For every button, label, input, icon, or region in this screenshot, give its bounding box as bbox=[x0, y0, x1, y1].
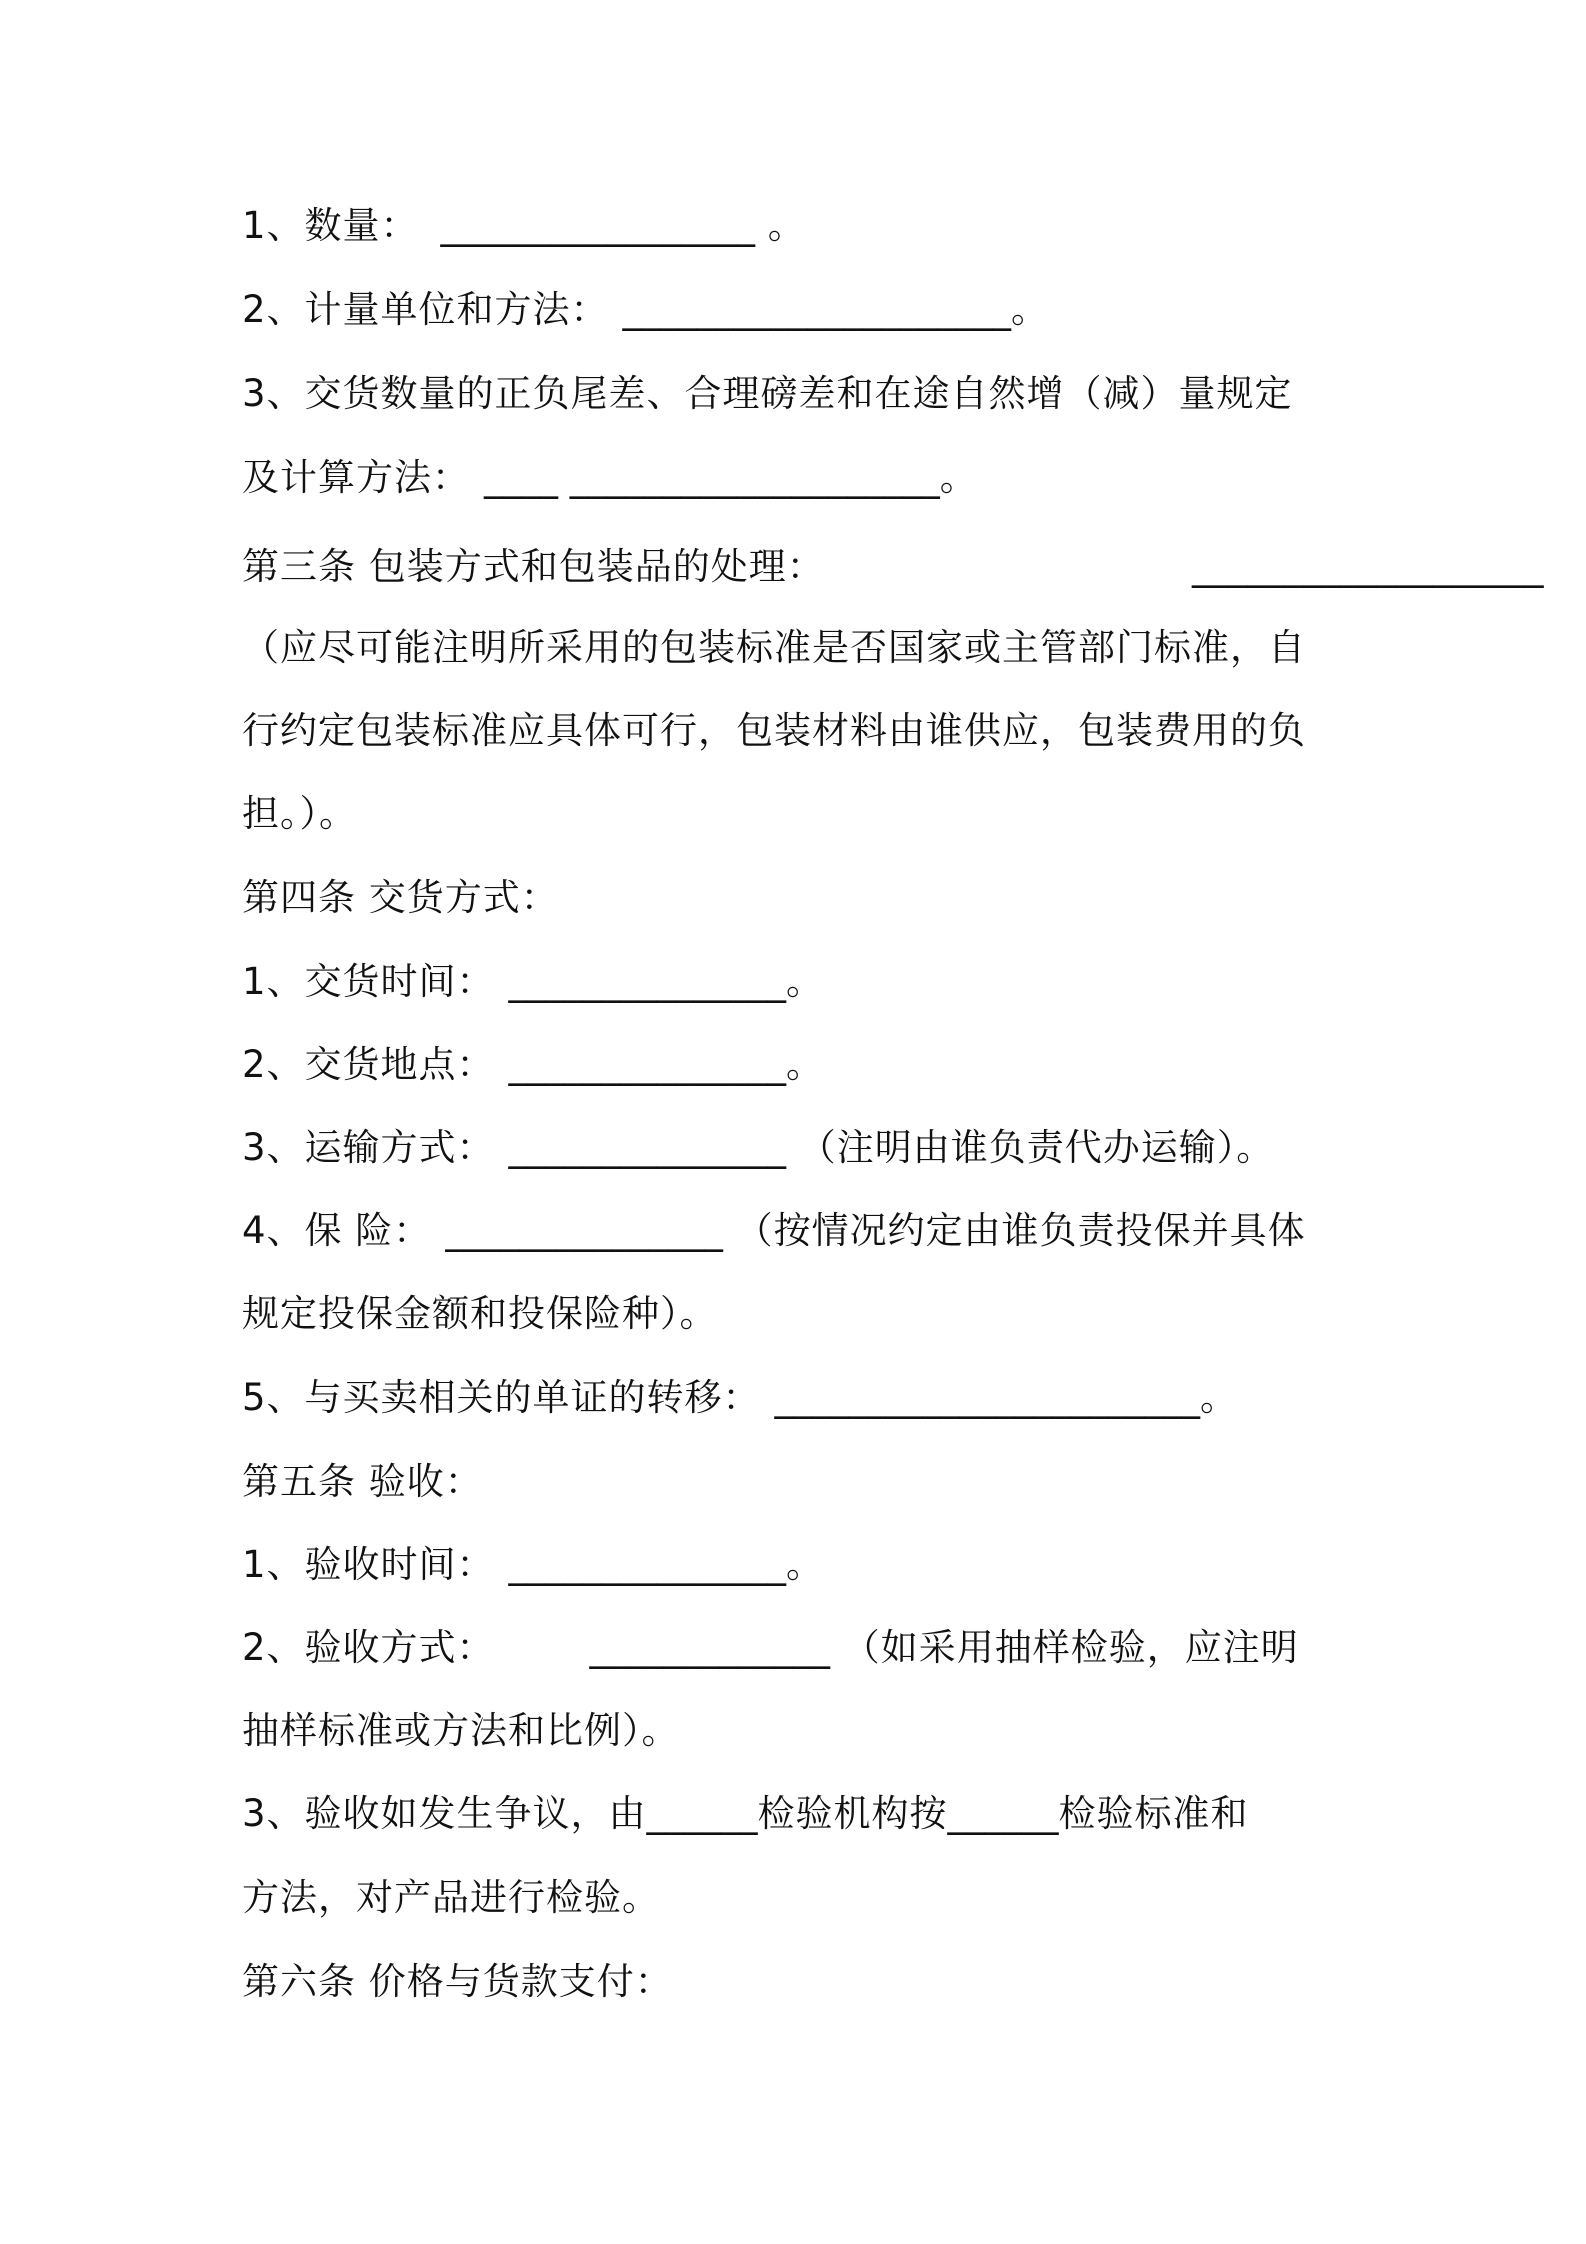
clause-text: 及计算方法： bbox=[242, 456, 470, 499]
clause-text: 1、交货时间： bbox=[242, 960, 495, 1003]
clause-text: 2、计量单位和方法： bbox=[242, 288, 609, 331]
fill-blank[interactable]: _______________ bbox=[508, 1126, 787, 1169]
fill-blank[interactable]: ____ ____________________ bbox=[484, 456, 940, 499]
clause-text: 3、验收如发生争议，由 bbox=[242, 1792, 647, 1835]
clause-quantity bbox=[242, 202, 1362, 250]
note-text: （应尽可能注明所采用的包装标准是否国家或主管部门标准，自 bbox=[242, 626, 1306, 669]
fill-blank[interactable]: ___________________ bbox=[1192, 545, 1544, 588]
clause-insurance-cont bbox=[242, 1290, 1362, 1338]
fill-blank[interactable]: _______________________ bbox=[774, 1376, 1201, 1419]
clause-tolerance bbox=[242, 370, 1362, 418]
clause-text: 2、交货地点： bbox=[242, 1043, 495, 1086]
fill-blank[interactable]: _______________ bbox=[445, 1209, 723, 1252]
clause-text: 。 bbox=[939, 456, 978, 499]
clause-text: 3、运输方式： bbox=[242, 1126, 495, 1169]
note-text: 担。）。 bbox=[242, 792, 357, 835]
clause-text: （按情况约定由谁负责投保并具体 bbox=[722, 1209, 1306, 1252]
clause-inspection-method-cont bbox=[242, 1707, 1362, 1755]
clause-delivery-time bbox=[242, 958, 1362, 1006]
fill-blank[interactable]: _______________ bbox=[508, 960, 787, 1003]
article-heading: 第三条 包装方式和包装品的处理： bbox=[242, 545, 825, 588]
fill-blank[interactable]: _____________ bbox=[589, 1626, 831, 1669]
clause-text: 检验机构按 bbox=[757, 1792, 948, 1835]
fill-blank[interactable]: _________________ bbox=[440, 204, 756, 247]
clause-inspection-time bbox=[242, 1541, 1362, 1589]
clause-tolerance-cont bbox=[242, 454, 1362, 502]
clause-unit-method bbox=[242, 286, 1362, 334]
clause-text: 抽样标准或方法和比例）。 bbox=[242, 1709, 680, 1752]
clause-text: 方法，对产品进行检验。 bbox=[242, 1876, 660, 1919]
clause-text: 。 bbox=[755, 204, 806, 247]
article-5-heading bbox=[242, 1458, 1362, 1506]
article-4-heading bbox=[242, 874, 1362, 922]
clause-text: 1、数量： bbox=[242, 204, 419, 247]
fill-blank[interactable]: _____________________ bbox=[622, 288, 1012, 331]
fill-blank[interactable]: _______________ bbox=[508, 1543, 787, 1586]
article-3-heading bbox=[242, 543, 1544, 591]
clause-text: 5、与买卖相关的单证的转移： bbox=[242, 1376, 761, 1419]
clause-insurance bbox=[242, 1207, 1362, 1255]
article-3-note-2 bbox=[242, 707, 1362, 755]
fill-blank[interactable]: ______ bbox=[947, 1792, 1059, 1835]
clause-documents-transfer bbox=[242, 1374, 1362, 1422]
clause-transport bbox=[242, 1124, 1362, 1172]
clause-text: 。 bbox=[786, 960, 825, 1003]
article-3-note-3 bbox=[242, 790, 1362, 838]
clause-text: 。 bbox=[786, 1043, 825, 1086]
article-heading: 第五条 验收： bbox=[242, 1460, 483, 1503]
clause-text: 检验标准和 bbox=[1058, 1792, 1249, 1835]
clause-text: 。 bbox=[1200, 1376, 1239, 1419]
clause-inspection-method bbox=[242, 1624, 1362, 1672]
fill-blank[interactable]: _______________ bbox=[508, 1043, 787, 1086]
article-heading: 第六条 价格与货款支付： bbox=[242, 1960, 673, 2003]
clause-text: 2、验收方式： bbox=[242, 1626, 495, 1669]
clause-text: 规定投保金额和投保险种）。 bbox=[242, 1292, 718, 1335]
article-3-note-1 bbox=[242, 624, 1362, 672]
article-heading: 第四条 交货方式： bbox=[242, 876, 559, 919]
clause-text: 4、保 险： bbox=[242, 1209, 432, 1252]
clause-inspection-dispute bbox=[242, 1790, 1362, 1838]
clause-text: 1、验收时间： bbox=[242, 1543, 495, 1586]
clause-text: （如采用抽样检验，应注明 bbox=[830, 1626, 1299, 1669]
note-text: 行约定包装标准应具体可行，包装材料由谁供应，包装费用的负 bbox=[242, 709, 1306, 752]
article-6-heading bbox=[242, 1958, 1362, 2006]
clause-inspection-dispute-cont bbox=[242, 1874, 1362, 1922]
clause-delivery-place bbox=[242, 1041, 1362, 1089]
clause-text: 。 bbox=[1011, 288, 1050, 331]
clause-text: 3、交货数量的正负尾差、合理磅差和在途自然增（减）量规定 bbox=[242, 372, 1293, 415]
clause-text: 。 bbox=[786, 1543, 825, 1586]
clause-text: （注明由谁负责代办运输）。 bbox=[786, 1126, 1275, 1169]
fill-blank[interactable]: ______ bbox=[646, 1792, 758, 1835]
